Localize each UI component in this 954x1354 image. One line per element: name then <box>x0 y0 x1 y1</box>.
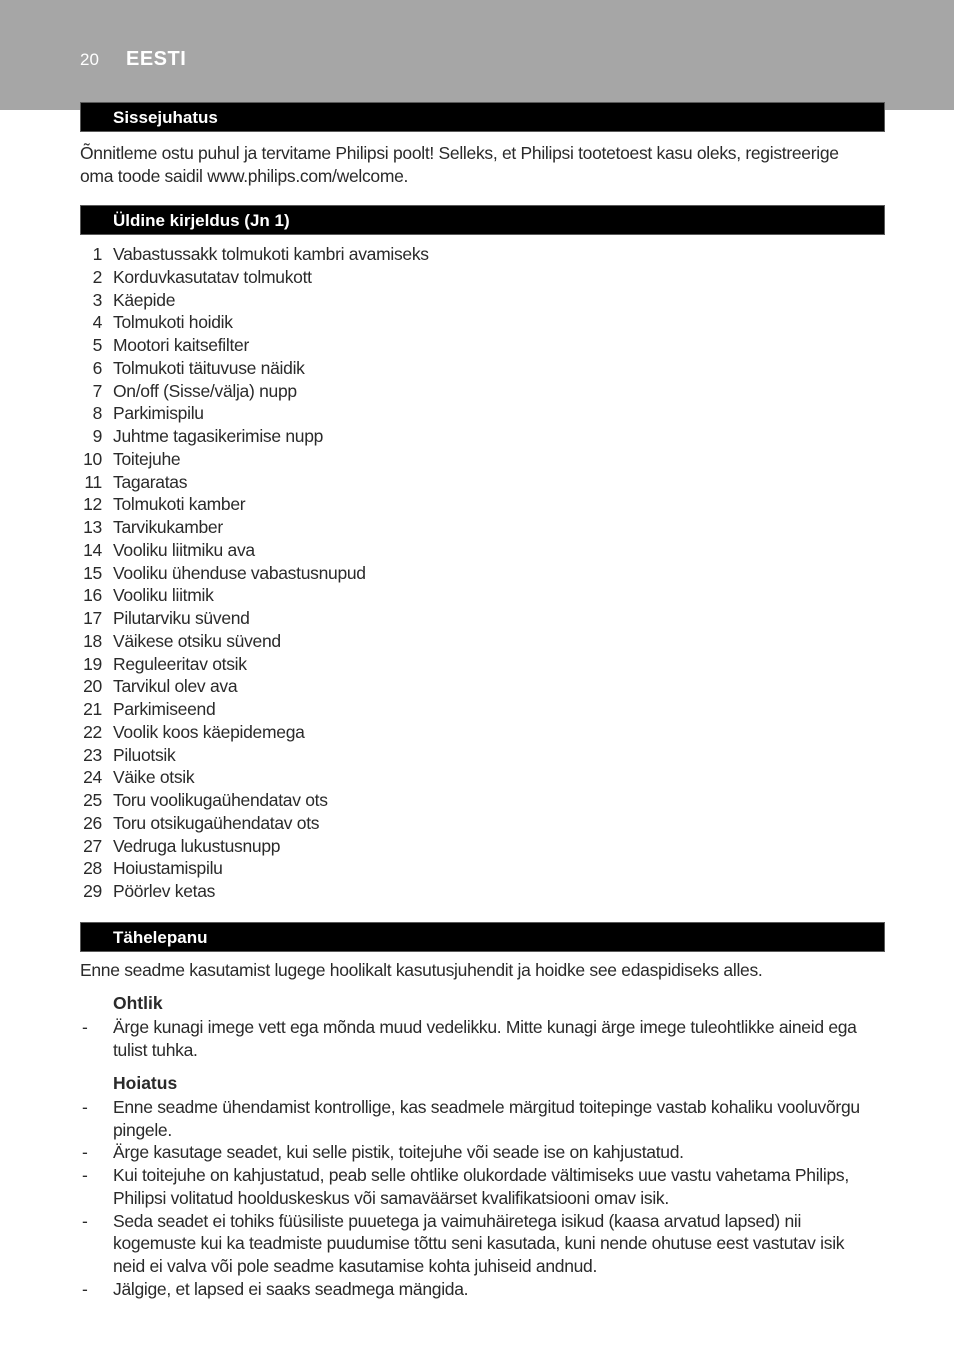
list-item <box>80 311 870 334</box>
list-item-number: 29 <box>83 881 102 901</box>
list-item-number: 22 <box>83 721 102 742</box>
page-number: 20 <box>80 50 99 69</box>
bullet-dash: - <box>82 1017 88 1037</box>
list-item-text: Parkimiseend <box>113 699 216 719</box>
section-title: Tähelepanu <box>113 928 208 947</box>
list-item-number: 4 <box>92 312 102 333</box>
list-item <box>80 857 870 880</box>
list-item-text: Parkimispilu <box>113 403 204 424</box>
bullet-text: Ärge kasutage seadet, kui selle pistik, toitejuhe või seade ise on kahjustatud. <box>113 1142 684 1163</box>
list-item-text: Hoiustamispilu <box>113 858 223 879</box>
list-item-number: 19 <box>83 653 102 674</box>
list-item-number: 25 <box>83 790 102 810</box>
list-item <box>80 266 870 289</box>
section-heading-description <box>80 205 885 235</box>
list-item-number: 27 <box>83 835 102 856</box>
list-item <box>80 835 870 858</box>
list-item-text: Tolmukoti kamber <box>113 494 246 515</box>
list-item <box>80 721 870 744</box>
list-item-number: 17 <box>83 608 102 628</box>
list-item <box>80 380 870 403</box>
list-item-text: Vooliku liitmiku ava <box>113 539 255 560</box>
list-item-text: Pöörlev ketas <box>113 881 216 901</box>
bullet-item <box>80 1096 880 1141</box>
list-item-text: Pilutarviku süvend <box>113 608 250 628</box>
list-item <box>80 766 870 789</box>
list-item-number: 11 <box>84 471 102 492</box>
list-item <box>80 607 870 630</box>
list-item-number: 21 <box>83 699 102 719</box>
list-item-text: Tolmukoti täituvuse näidik <box>113 357 305 378</box>
list-item-text: Toru otsikugaühendatav ots <box>113 812 320 833</box>
list-item <box>80 402 870 425</box>
list-item-text: Toitejuhe <box>113 448 181 469</box>
list-item-text: Vabastussakk tolmukoti kambri avamiseks <box>113 244 429 264</box>
list-item-text: Väike otsik <box>113 767 195 788</box>
list-item <box>80 334 870 357</box>
bullet-text: Jälgige, et lapsed ei saaks seadmega mängida. <box>113 1278 469 1299</box>
list-item-text: Vooliku liitmik <box>113 585 214 606</box>
bullet-item <box>80 1164 880 1209</box>
list-item-number: 9 <box>92 426 102 446</box>
list-item <box>80 789 870 812</box>
bullet-item <box>80 1278 880 1301</box>
list-item <box>80 448 870 471</box>
list-item-number: 14 <box>83 539 102 560</box>
parts-list <box>80 243 870 903</box>
list-item-text: Juhtme tagasikerimise nupp <box>113 426 324 446</box>
bullet-text: Ärge kunagi imege vett ega mõnda muud vedelikku. Mitte kunagi ärge imege tuleohtlikke aineid ega tulist tuhka. <box>113 1017 857 1060</box>
list-item <box>80 493 870 516</box>
list-item <box>80 675 870 698</box>
list-item-number: 18 <box>83 630 102 651</box>
bullet-item <box>80 1210 880 1278</box>
caution-intro: Enne seadme kasutamist lugege hoolikalt kasutusjuhendit ja hoidke see edaspidiseks alles. <box>80 960 763 980</box>
bullet-item <box>80 1141 880 1164</box>
list-item-number: 1 <box>92 244 102 264</box>
section-heading-caution <box>80 922 885 952</box>
list-item-number: 7 <box>92 380 102 401</box>
bullet-dash: - <box>82 1165 88 1186</box>
list-item-number: 24 <box>83 767 102 788</box>
list-item-number: 15 <box>83 562 102 583</box>
list-item-number: 6 <box>92 357 102 378</box>
bullet-text: Kui toitejuhe on kahjustatud, peab selle ohtlike olukordade vältimiseks uue vastu vahetama Philips, Philipsi volitatud hoolduskeskus või samaväärset kvalifikatsiooni omav isik. <box>113 1165 849 1208</box>
language-title: EESTI <box>126 48 187 70</box>
list-item-text: On/off (Sisse/välja) nupp <box>113 380 297 401</box>
list-item-number: 26 <box>83 812 102 833</box>
list-item-number: 5 <box>92 335 102 355</box>
list-item-number: 10 <box>83 448 102 469</box>
bullet-text: Seda seadet ei tohiks füüsiliste puuetega ja vaimuhäiretega isikud (kaasa arvatud lapsed) nii kogemuste kui ka teadmiste puudumise tõttu seni kasutada, kuni nende ohutuse eest vastutav isik neid ei valva või pole seadme kasutamise kohta juhiseid andnud. <box>113 1210 845 1276</box>
list-item <box>80 289 870 312</box>
list-item-text: Vedruga lukustusnupp <box>113 835 281 856</box>
list-item-number: 20 <box>83 676 102 697</box>
list-item <box>80 357 870 380</box>
bullet-dash: - <box>82 1142 88 1163</box>
bullet-dash: - <box>82 1278 88 1299</box>
bullet-item <box>80 1016 880 1061</box>
section-title: Sissejuhatus <box>113 108 218 127</box>
header-band <box>0 0 954 110</box>
list-item <box>80 539 870 562</box>
intro-paragraph: Õnnitleme ostu puhul ja tervitame Philipsi poolt! Selleks, et Philipsi tootetoest kasu oleks, registreerige oma toode saidil www.philips.com/welcome. <box>80 143 839 186</box>
list-item <box>80 698 870 721</box>
warning-heading: Hoiatus <box>113 1073 178 1093</box>
section-heading-intro <box>80 102 885 132</box>
list-item <box>80 425 870 448</box>
list-item <box>80 516 870 539</box>
list-item-number: 23 <box>83 744 102 765</box>
list-item <box>80 744 870 767</box>
list-item-number: 12 <box>83 494 102 515</box>
list-item <box>80 653 870 676</box>
list-item-text: Tolmukoti hoidik <box>113 312 233 333</box>
list-item-text: Tarvikul olev ava <box>113 676 238 697</box>
list-item-text: Tarvikukamber <box>113 517 223 537</box>
list-item-text: Käepide <box>113 289 176 310</box>
list-item-number: 16 <box>83 585 102 606</box>
list-item-number: 28 <box>83 858 102 879</box>
bullet-text: Enne seadme ühendamist kontrollige, kas seadmele märgitud toitepinge vastab kohaliku vooluvõrgu pingele. <box>113 1097 860 1140</box>
warning-list <box>80 1096 880 1300</box>
list-item-text: Tagaratas <box>113 471 188 492</box>
list-item <box>80 562 870 585</box>
list-item <box>80 880 870 903</box>
list-item <box>80 812 870 835</box>
list-item-text: Toru voolikugaühendatav ots <box>113 790 328 810</box>
list-item-number: 3 <box>92 289 102 310</box>
section-title: Üldine kirjeldus (Jn 1) <box>113 211 290 230</box>
list-item-text: Vooliku ühenduse vabastusnupud <box>113 562 366 583</box>
list-item-text: Piluotsik <box>113 744 176 765</box>
list-item <box>80 630 870 653</box>
list-item-number: 2 <box>92 266 102 287</box>
list-item-text: Korduvkasutatav tolmukott <box>113 266 312 287</box>
list-item-text: Voolik koos käepidemega <box>113 721 305 742</box>
danger-list <box>80 1016 880 1061</box>
list-item-number: 8 <box>92 403 102 424</box>
list-item-text: Reguleeritav otsik <box>113 653 247 674</box>
danger-heading: Ohtlik <box>113 993 163 1013</box>
bullet-dash: - <box>82 1210 88 1231</box>
bullet-dash: - <box>82 1097 88 1117</box>
list-item <box>80 471 870 494</box>
list-item <box>80 584 870 607</box>
list-item <box>80 243 870 266</box>
list-item-number: 13 <box>83 517 102 537</box>
list-item-text: Väikese otsiku süvend <box>113 630 281 651</box>
list-item-text: Mootori kaitsefilter <box>113 335 249 355</box>
